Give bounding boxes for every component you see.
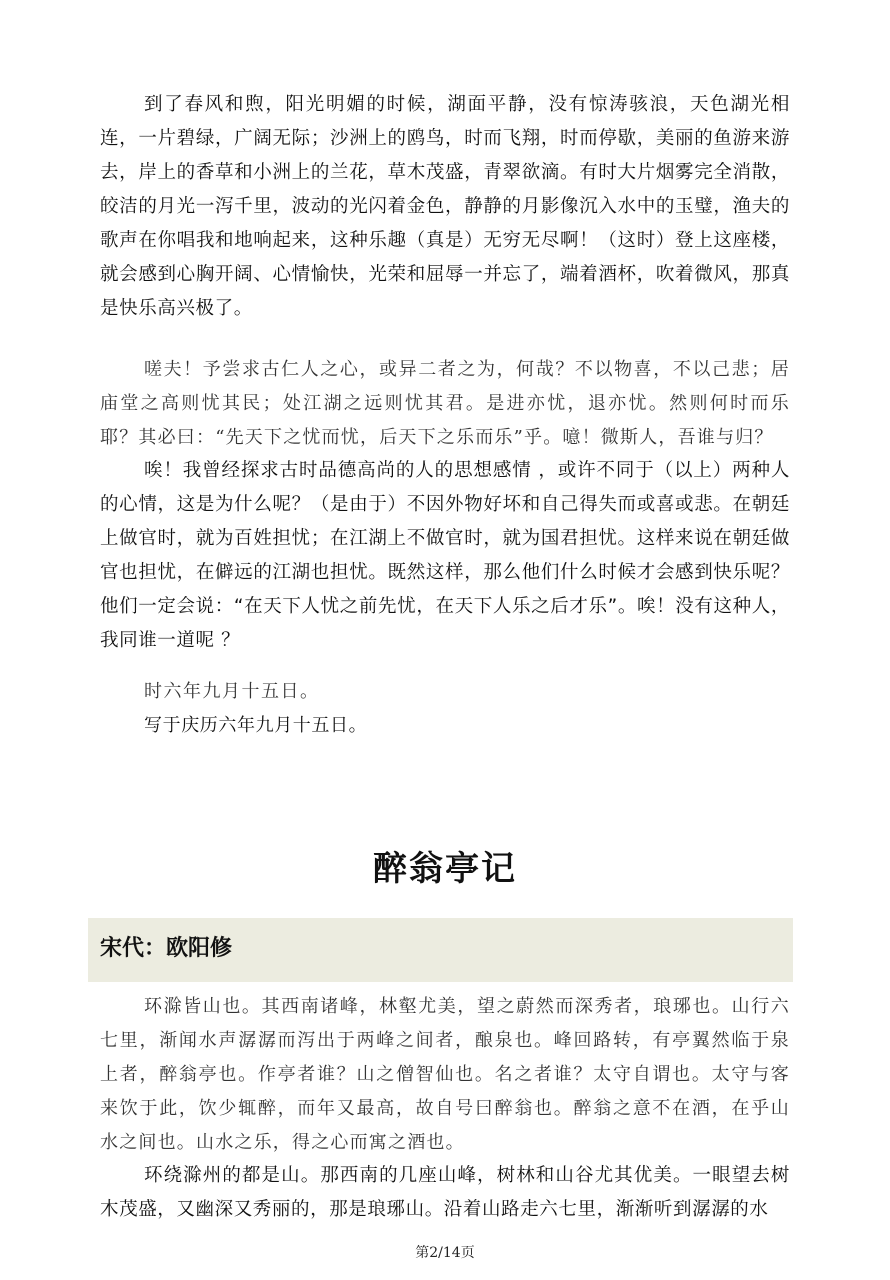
classical-paragraph-jiefu: 嗟夫！予尝求古仁人之心，或异二者之为，何哉？不以物喜，不以己悲；居庙堂之高则忧其民；处江湖之远则忧其君。是进亦忧，退亦忧。然则何时而乐耶？其必曰：“先天下之忧而忧，后天下之乐而乐”乎。噫！微斯人，吾谁与归？ <box>100 359 790 448</box>
classical-paragraph-huanchu: 环滁皆山也。其西南诸峰，林壑尤美，望之蔚然而深秀者，琅琊也。山行六七里，渐闻水声潺潺而泻出于两峰之间者，酿泉也。峰回路转，有亭翼然临于泉上者，醉翁亭也。作亭者谁？山之僧智仙也。名之者谁？太守自谓也。太守与客来饮于此，饮少辄醉，而年又最高，故自号曰醉翁也。醉翁之意不在酒，在乎山水之间也。山水之乐，得之心而寓之酒也。 <box>100 996 790 1153</box>
classical-date-line: 时六年九月十五日。 <box>144 681 320 702</box>
article-author: 宋代：欧阳修 <box>100 936 233 961</box>
page-number: 第2/14页 <box>415 1245 475 1261</box>
translation-paragraph-spring: 到了春风和煦，阳光明媚的时候，湖面平静，没有惊涛骇浪，天色湖光相连，一片碧绿，广阔无际；沙洲上的鸥鸟，时而飞翔，时而停歇，美丽的鱼游来游去，岸上的香草和小洲上的兰花，草木茂盛，青翠欲滴。有时大片烟雾完全消散，皎洁的月光一泻千里，波动的光闪着金色，静静的月影像沉入水中的玉璧，渔夫的歌声在你唱我和地响起来，这种乐趣（真是）无穷无尽啊！（这时）登上这座楼，就会感到心胸开阔、心情愉快，光荣和屈辱一并忘了，端着酒杯，吹着微风，那真是快乐高兴极了。 <box>100 94 790 319</box>
translation-paragraph-huanrao: 环绕滁州的都是山。那西南的几座山峰，树林和山谷尤其优美。一眼望去树木茂盛，又幽深又秀丽的，那是琅琊山。沿着山路走六七里，渐渐听到潺潺的水 <box>100 1165 790 1220</box>
translation-paragraph-ai: 唉！我曾经探求古时品德高尚的人的思想感情 ，或许不同于（以上）两种人的心情，这是为什么呢？（是由于）不因外物好坏和自己得失而或喜或悲。在朝廷上做官时，就为百姓担忧；在江湖上不做官时，就为国君担忧。这样来说在朝廷做官也担忧，在僻远的江湖也担忧。既然这样，那么他们什么时候才会感到快乐呢？他们一定会说：“在天下人忧之前先忧，在天下人乐之后才乐”。唉！没有这种人，我同谁一道呢 ？ <box>100 460 790 651</box>
translated-date-line: 写于庆历六年九月十五日。 <box>144 715 368 736</box>
article-title: 醉翁亭记 <box>373 849 517 889</box>
